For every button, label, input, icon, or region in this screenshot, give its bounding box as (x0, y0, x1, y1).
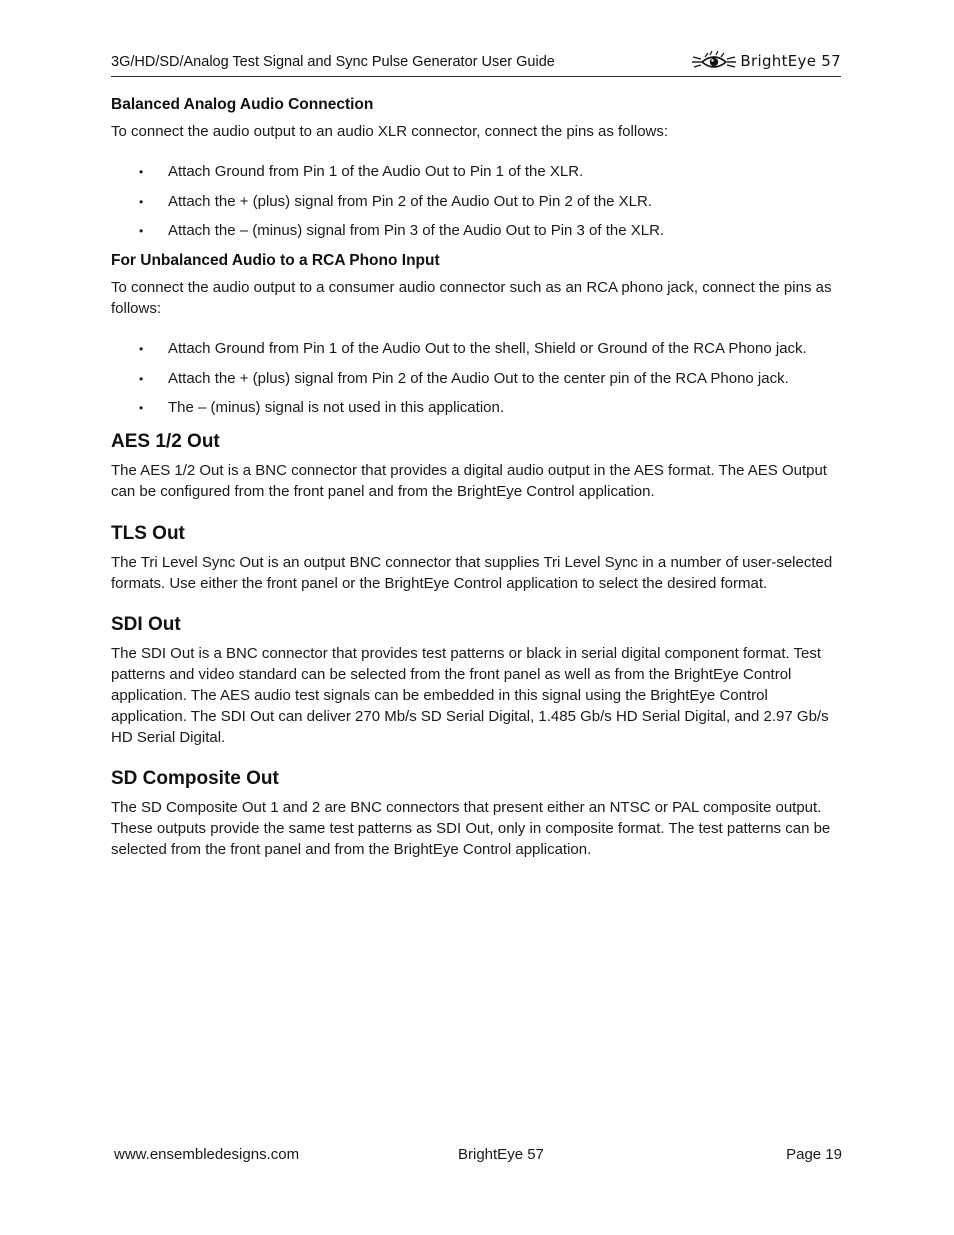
section-heading: SD Composite Out (111, 768, 279, 790)
section-sdi-out (111, 614, 843, 748)
section-body: The AES 1/2 Out is a BNC connector that provides a digital audio output in the AES format. The AES Output can be configured from the front panel and from the BrightEye Control application. (111, 462, 827, 500)
section-heading: For Unbalanced Audio to a RCA Phono Input (111, 252, 440, 270)
list-item: • Attach the + (plus) signal from Pin 2 of the Audio Out to Pin 2 of the XLR. (111, 192, 843, 213)
bullet-icon: • (139, 341, 144, 356)
section-balanced-audio (111, 96, 843, 242)
footer-page-number: Page 19 (786, 1146, 842, 1163)
bullet-list (111, 162, 843, 242)
section-body: The SD Composite Out 1 and 2 are BNC connectors that present either an NTSC or PAL composite output. These outputs provide the same test patterns as SDI Out, only in composite format. The test patterns can be selected from the front panel and from the BrightEye Control application. (111, 799, 831, 858)
list-item: • The – (minus) signal is not used in this application. (111, 398, 843, 419)
list-item: • Attach the – (minus) signal from Pin 3 of the Audio Out to Pin 3 of the XLR. (111, 221, 843, 242)
bullet-icon: • (139, 164, 144, 179)
section-heading: SDI Out (111, 614, 181, 636)
logo-text: BrightEye 57 (740, 52, 841, 70)
section-heading: AES 1/2 Out (111, 431, 220, 453)
section-tls-out (111, 523, 843, 595)
bullet-icon: • (139, 401, 144, 416)
header-title: 3G/HD/SD/Analog Test Signal and Sync Pulse Generator User Guide (111, 54, 555, 70)
footer-product: BrightEye 57 (458, 1146, 544, 1163)
section-unbalanced-audio (111, 252, 843, 419)
bullet-icon: • (139, 194, 144, 209)
section-heading: Balanced Analog Audio Connection (111, 96, 374, 113)
brighteye-logo (692, 50, 841, 72)
section-composite-out (111, 768, 843, 860)
section-intro: To connect the audio output to a consumer audio connector such as an RCA phono jack, connect the pins as follows: (111, 279, 832, 317)
bullet-icon: • (139, 371, 144, 386)
page-header (111, 46, 841, 77)
section-body: The Tri Level Sync Out is an output BNC connector that supplies Tri Level Sync in a number of user-selected formats. Use either the front panel or the BrightEye Control application to select the desired format. (111, 553, 833, 592)
section-aes-out (111, 431, 843, 503)
page-footer (111, 1146, 842, 1168)
list-item: • Attach Ground from Pin 1 of the Audio Out to Pin 1 of the XLR. (111, 162, 843, 183)
page-content (111, 96, 843, 861)
section-body: The SDI Out is a BNC connector that provides test patterns or black in serial digital component format. Test patterns and video standard can be selected from the front panel as well as from the BrightEye Control application. The AES audio test signals can be embedded in this signal using the BrightEye Control application. The SDI Out can deliver 270 Mb/s SD Serial Digital, 1.485 Gb/s HD Serial Digital, and 2.97 Gb/s HD Serial Digital. (111, 645, 829, 746)
list-item: • Attach the + (plus) signal from Pin 2 of the Audio Out to the center pin of the RCA Phono jack. (111, 369, 843, 390)
section-heading: TLS Out (111, 522, 185, 544)
list-item: • Attach Ground from Pin 1 of the Audio Out to the shell, Shield or Ground of the RCA Phono jack. (111, 339, 843, 360)
bullet-list (111, 339, 843, 419)
eye-icon (692, 51, 736, 71)
footer-website: www.ensembledesigns.com (114, 1146, 300, 1163)
section-intro: To connect the audio output to an audio XLR connector, connect the pins as follows: (111, 123, 669, 140)
bullet-icon: • (139, 224, 144, 239)
